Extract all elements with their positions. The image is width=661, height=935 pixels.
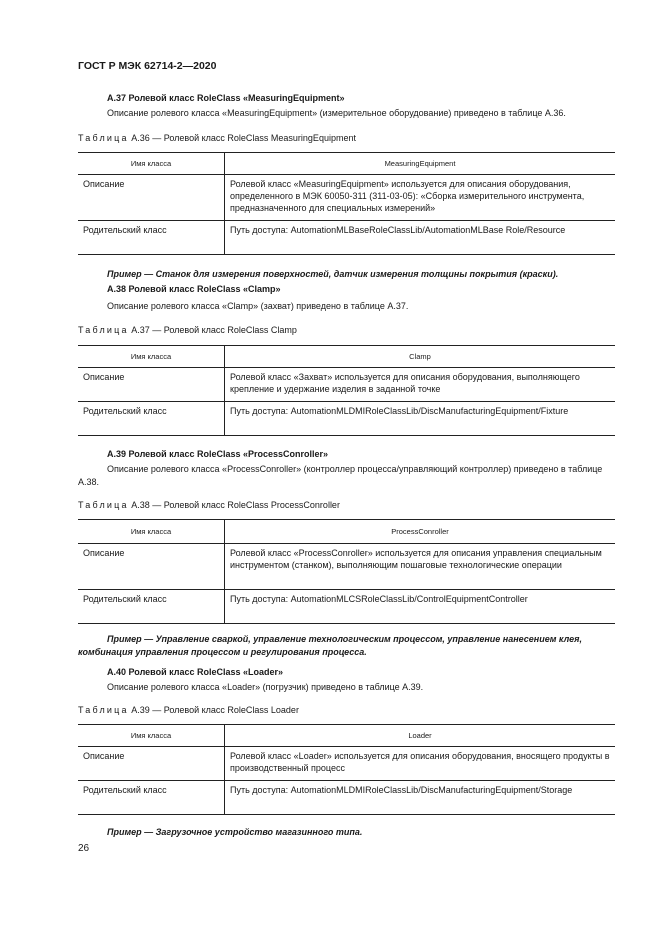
row-value: Путь доступа: AutomationMLBaseRoleClassLib/AutomationMLBase Role/Resource bbox=[225, 221, 616, 255]
row-value: Ролевой класс «Loader» используется для описания оборудования, вносящего продукты в производственный процесс bbox=[225, 747, 616, 781]
caption-rest: А.37 — Ролевой класс RoleClass Clamp bbox=[128, 325, 297, 335]
row-label: Описание bbox=[78, 175, 225, 221]
table-header-cell: Loader bbox=[225, 725, 616, 747]
table-a38 bbox=[78, 519, 615, 624]
table-caption-a37 bbox=[78, 325, 297, 335]
table-caption-a36 bbox=[78, 133, 356, 143]
table-header-cell: ProcessConroller bbox=[225, 520, 616, 544]
section-intro-a38: Описание ролевого класса «Clamp» (захват) приведено в таблице А.37. bbox=[107, 301, 409, 311]
row-value: Путь доступа: AutomationMLDMIRoleClassLib/DiscManufacturingEquipment/Storage bbox=[225, 781, 616, 815]
table-header-cell: Clamp bbox=[225, 346, 616, 368]
row-value: Ролевой класс «ProcessConroller» используется для описания управления специальным инструментом (станком), выполняющим пошаговые технологические операции bbox=[225, 544, 616, 590]
page-number: 26 bbox=[78, 843, 90, 854]
section-title-a38: А.38 Ролевой класс RoleClass «Clamp» bbox=[107, 284, 281, 294]
caption-lead: Таблица bbox=[78, 500, 129, 510]
caption-lead: Таблица bbox=[78, 133, 129, 143]
row-label: Родительский класс bbox=[78, 402, 225, 436]
table-a39 bbox=[78, 724, 615, 815]
example-a39: Пример — Управление сваркой, управление технологическим процессом, управление нанесением клея, комбинация управления процессом и регулирования процесса. bbox=[78, 634, 582, 657]
section-intro-a39: Описание ролевого класса «ProcessConroller» (контроллер процесса/управляющий контроллер) приведено в таблице А.38. bbox=[78, 464, 603, 487]
table-header-cell: Имя класса bbox=[78, 725, 225, 747]
table-header-cell: Имя класса bbox=[78, 153, 225, 175]
caption-rest: А.36 — Ролевой класс RoleClass MeasuringEquipment bbox=[128, 133, 356, 143]
table-a36 bbox=[78, 152, 615, 255]
row-label: Родительский класс bbox=[78, 781, 225, 815]
table-caption-a38 bbox=[78, 500, 340, 510]
section-intro-a37: Описание ролевого класса «MeasuringEquipment» (измерительное оборудование) приведено в таблице А.36. bbox=[107, 108, 566, 118]
caption-rest: А.39 — Ролевой класс RoleClass Loader bbox=[128, 705, 299, 715]
row-label: Описание bbox=[78, 747, 225, 781]
example-a40: Пример — Загрузочное устройство магазинного типа. bbox=[107, 827, 363, 837]
row-label: Описание bbox=[78, 368, 225, 402]
row-label: Родительский класс bbox=[78, 221, 225, 255]
row-label: Описание bbox=[78, 544, 225, 590]
section-title-a39: А.39 Ролевой класс RoleClass «ProcessConroller» bbox=[107, 449, 329, 459]
row-value: Ролевой класс «Захват» используется для описания оборудования, выполняющего крепление и удержание изделия в заданной точке bbox=[225, 368, 616, 402]
table-header-cell: Имя класса bbox=[78, 520, 225, 544]
table-caption-a39 bbox=[78, 705, 299, 715]
table-header-cell: Имя класса bbox=[78, 346, 225, 368]
table-header-cell: MeasuringEquipment bbox=[225, 153, 616, 175]
caption-lead: Таблица bbox=[78, 325, 129, 335]
caption-lead: Таблица bbox=[78, 705, 129, 715]
document-header: ГОСТ Р МЭК 62714-2—2020 bbox=[78, 60, 217, 72]
row-value: Путь доступа: AutomationMLDMIRoleClassLib/DiscManufacturingEquipment/Fixture bbox=[225, 402, 616, 436]
row-label: Родительский класс bbox=[78, 590, 225, 624]
caption-rest: А.38 — Ролевой класс RoleClass ProcessConroller bbox=[128, 500, 340, 510]
section-title-a37: А.37 Ролевой класс RoleClass «MeasuringEquipment» bbox=[107, 93, 345, 103]
row-value: Путь доступа: AutomationMLCSRoleClassLib/ControlEquipmentController bbox=[225, 590, 616, 624]
table-a37 bbox=[78, 345, 615, 436]
section-title-a40: А.40 Ролевой класс RoleClass «Loader» bbox=[107, 667, 283, 677]
row-value: Ролевой класс «MeasuringEquipment» используется для описания оборудования, определенного в МЭК 60050-311 (311-03-05): «Сборка измерительного инструмента, предназначенного для специальных измерений» bbox=[225, 175, 616, 221]
example-a37: Пример — Станок для измерения поверхностей, датчик измерения толщины покрытия (краски). bbox=[107, 269, 559, 279]
section-intro-a40: Описание ролевого класса «Loader» (погрузчик) приведено в таблице А.39. bbox=[107, 682, 424, 692]
